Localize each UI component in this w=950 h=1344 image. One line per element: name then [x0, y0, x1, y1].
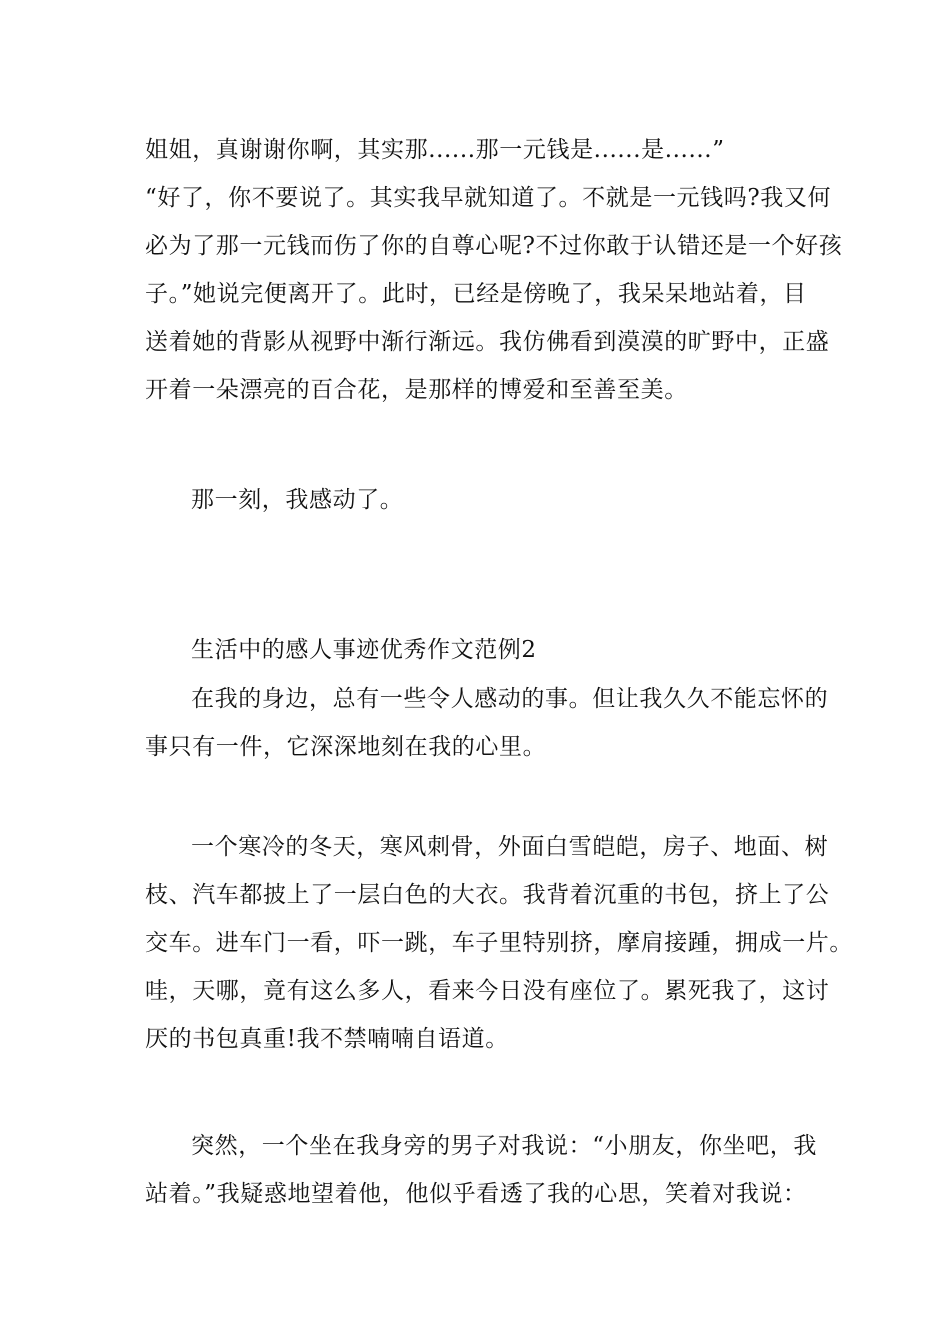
text-line: 交车。进车门一看，吓一跳，车子里特别挤，摩肩接踵，拥成一片。 [145, 930, 853, 956]
paragraph [145, 476, 825, 524]
text-line: 哇，天哪，竟有这么多人，看来今日没有座位了。累死我了，这讨 [145, 978, 830, 1004]
text-line: 一个寒冷的冬天，寒风刺骨，外面白雪皑皑，房子、地面、树 [191, 834, 829, 860]
paragraph [145, 1122, 825, 1218]
text-line: “好了，你不要说了。其实我早就知道了。不就是一元钱吗?我又何 [145, 185, 832, 211]
text-line: 在我的身边，总有一些令人感动的事。但让我久久不能忘怀的 [191, 686, 829, 712]
text-line: 突然，一个坐在我身旁的男子对我说：“小朋友，你坐吧，我 [191, 1133, 817, 1159]
heading-text: 生活中的感人事迹优秀作文范例2 [191, 637, 537, 663]
text-line: 必为了那一元钱而伤了你的自尊心呢?不过你敢于认错还是一个好孩 [145, 233, 843, 259]
text-line: 送着她的背影从视野中渐行渐远。我仿佛看到漠漠的旷野中，正盛 [145, 329, 830, 355]
text-line: 事只有一件，它深深地刻在我的心里。 [145, 734, 547, 760]
text-line: 开着一朵漂亮的百合花，是那样的博爱和至善至美。 [145, 377, 688, 403]
text-line: 子。”她说完便离开了。此时，已经是傍晚了，我呆呆地站着，目 [145, 281, 807, 307]
text-line: 枝、汽车都披上了一层白色的大衣。我背着沉重的书包，挤上了公 [145, 882, 830, 908]
section-heading [145, 626, 825, 674]
paragraph [145, 675, 829, 771]
paragraph [145, 126, 843, 414]
text-line: 站着。”我疑惑地望着他，他似乎看透了我的心思，笑着对我说： [145, 1181, 807, 1207]
paragraph [145, 823, 853, 1063]
text-line: 那一刻，我感动了。 [191, 487, 404, 513]
text-line: 厌的书包真重!我不禁喃喃自语道。 [145, 1026, 509, 1052]
text-line: 姐姐，真谢谢你啊，其实那......那一元钱是......是......” [145, 137, 725, 163]
